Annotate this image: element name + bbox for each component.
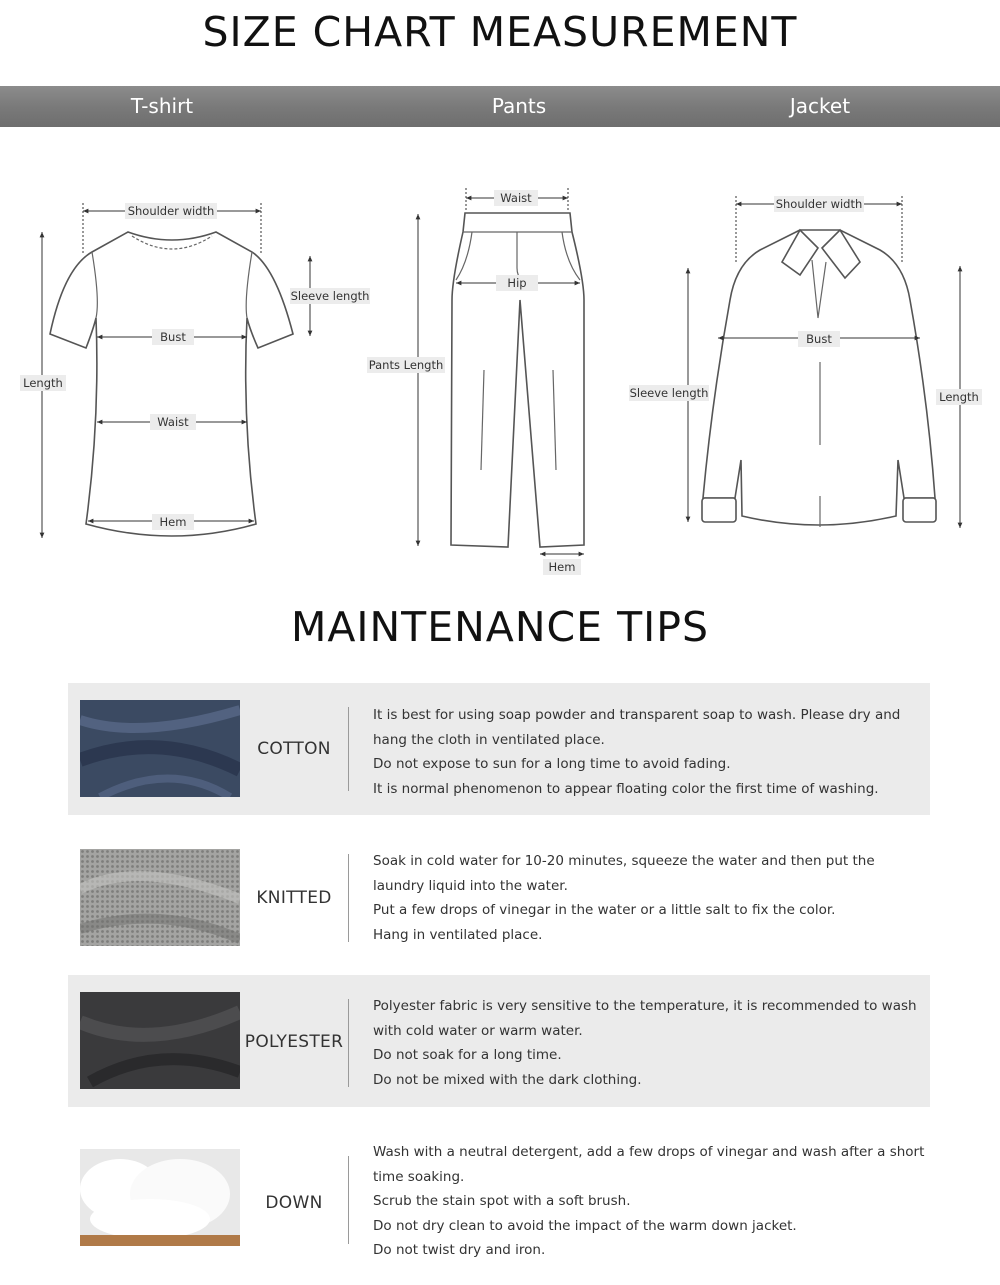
down-tip: Wash with a neutral detergent, add a few drops of vinegar and wash after a short time soaking. — [373, 1144, 925, 1185]
down-tip: Scrub the stain spot with a soft brush. — [373, 1193, 631, 1210]
svg-text:Pants Length: Pants Length — [368, 358, 444, 372]
polyester-tip: Do not soak for a long time. — [373, 1047, 562, 1064]
fabric-divider — [348, 707, 349, 791]
down-tip: Do not twist dry and iron. — [373, 1242, 546, 1259]
garment-tab-bar — [0, 86, 1000, 127]
down-tip: Do not dry clean to avoid the impact of the warm down jacket. — [373, 1217, 797, 1234]
knitted-tip: Soak in cold water for 10-20 minutes, squeeze the water and then put the laundry liquid into the water. — [373, 853, 875, 894]
cotton-tip: Do not expose to sun for a long time to avoid fading. — [373, 756, 731, 773]
tshirt-diagram — [20, 203, 370, 538]
jacket-right-cuff — [903, 498, 936, 522]
svg-text:Bust: Bust — [806, 332, 832, 346]
tab-jacket: Jacket — [789, 94, 851, 118]
fabric-row-knitted — [68, 830, 930, 962]
cotton-swatch — [80, 700, 240, 797]
svg-text:Sleeve length: Sleeve length — [629, 386, 709, 400]
tab-pants: Pants — [491, 94, 547, 118]
tshirt-hem-label — [152, 514, 194, 530]
svg-text:Shoulder width: Shoulder width — [775, 197, 863, 211]
fabric-name-polyester: POLYESTER — [244, 1032, 344, 1052]
jacket-outline — [703, 230, 935, 525]
cotton-tip: It is normal phenomenon to appear floating color the first time of washing. — [373, 780, 879, 797]
jacket-left-cuff — [702, 498, 736, 522]
polyester-swatch — [80, 992, 240, 1089]
svg-text:Hem: Hem — [548, 560, 576, 574]
tab-tshirt: T-shirt — [130, 94, 194, 118]
fabric-name-knitted: KNITTED — [256, 888, 332, 908]
fabric-row-down — [68, 1122, 930, 1277]
tshirt-sleeve-label — [290, 288, 370, 304]
pants-hip-label — [496, 275, 538, 291]
pants-length-label — [367, 357, 445, 373]
svg-text:Hem: Hem — [159, 515, 187, 529]
svg-text:Length: Length — [23, 376, 63, 390]
measurement-diagram — [0, 140, 1000, 585]
fabric-divider — [348, 854, 349, 942]
svg-text:Shoulder width: Shoulder width — [127, 204, 215, 218]
fabric-row-cotton — [68, 683, 930, 815]
cotton-tip: It is best for using soap powder and transparent soap to wash. Please dry and hang the cloth in ventilated place. — [373, 707, 901, 748]
tshirt-length-label — [20, 375, 66, 391]
jacket-bust-label — [798, 331, 840, 347]
fabric-row-polyester — [68, 975, 930, 1107]
pants-hem-label — [543, 559, 581, 575]
svg-text:Waist: Waist — [157, 415, 189, 429]
knitted-swatch — [80, 849, 240, 946]
tshirt-waist-label — [150, 414, 196, 430]
maintenance-tips-title: MAINTENANCE TIPS — [291, 603, 709, 651]
svg-text:Hip: Hip — [507, 276, 527, 290]
down-tips — [373, 1140, 928, 1263]
fabric-divider — [348, 1156, 349, 1244]
fabric-name-cotton: COTTON — [257, 739, 331, 759]
pants-waist-label — [494, 190, 538, 206]
jacket-length-label — [936, 389, 982, 405]
fabric-name-down: DOWN — [265, 1193, 323, 1213]
knitted-tip: Put a few drops of vinegar in the water or a little salt to fix the color. — [373, 902, 836, 919]
jacket-sleeve-label — [629, 385, 709, 401]
cotton-tips — [373, 703, 928, 801]
tshirt-shoulder-label — [125, 203, 217, 219]
svg-text:Sleeve length: Sleeve length — [290, 289, 370, 303]
jacket-shoulder-label — [774, 196, 864, 212]
svg-text:Waist: Waist — [500, 191, 532, 205]
knitted-tips — [373, 849, 928, 947]
size-chart-title: SIZE CHART MEASUREMENT — [202, 8, 798, 56]
down-swatch — [80, 1149, 240, 1246]
svg-text:Bust: Bust — [160, 330, 186, 344]
polyester-tips — [373, 994, 928, 1092]
tshirt-bust-label — [152, 329, 194, 345]
tshirt-outline — [50, 232, 293, 536]
svg-text:Length: Length — [939, 390, 979, 404]
knitted-tip: Hang in ventilated place. — [373, 926, 543, 943]
pants-diagram — [367, 188, 584, 575]
fabric-divider — [348, 999, 349, 1087]
jacket-diagram — [629, 196, 982, 528]
polyester-tip: Polyester fabric is very sensitive to the temperature, it is recommended to wash with cold water or warm water. — [373, 998, 917, 1039]
polyester-tip: Do not be mixed with the dark clothing. — [373, 1071, 642, 1088]
